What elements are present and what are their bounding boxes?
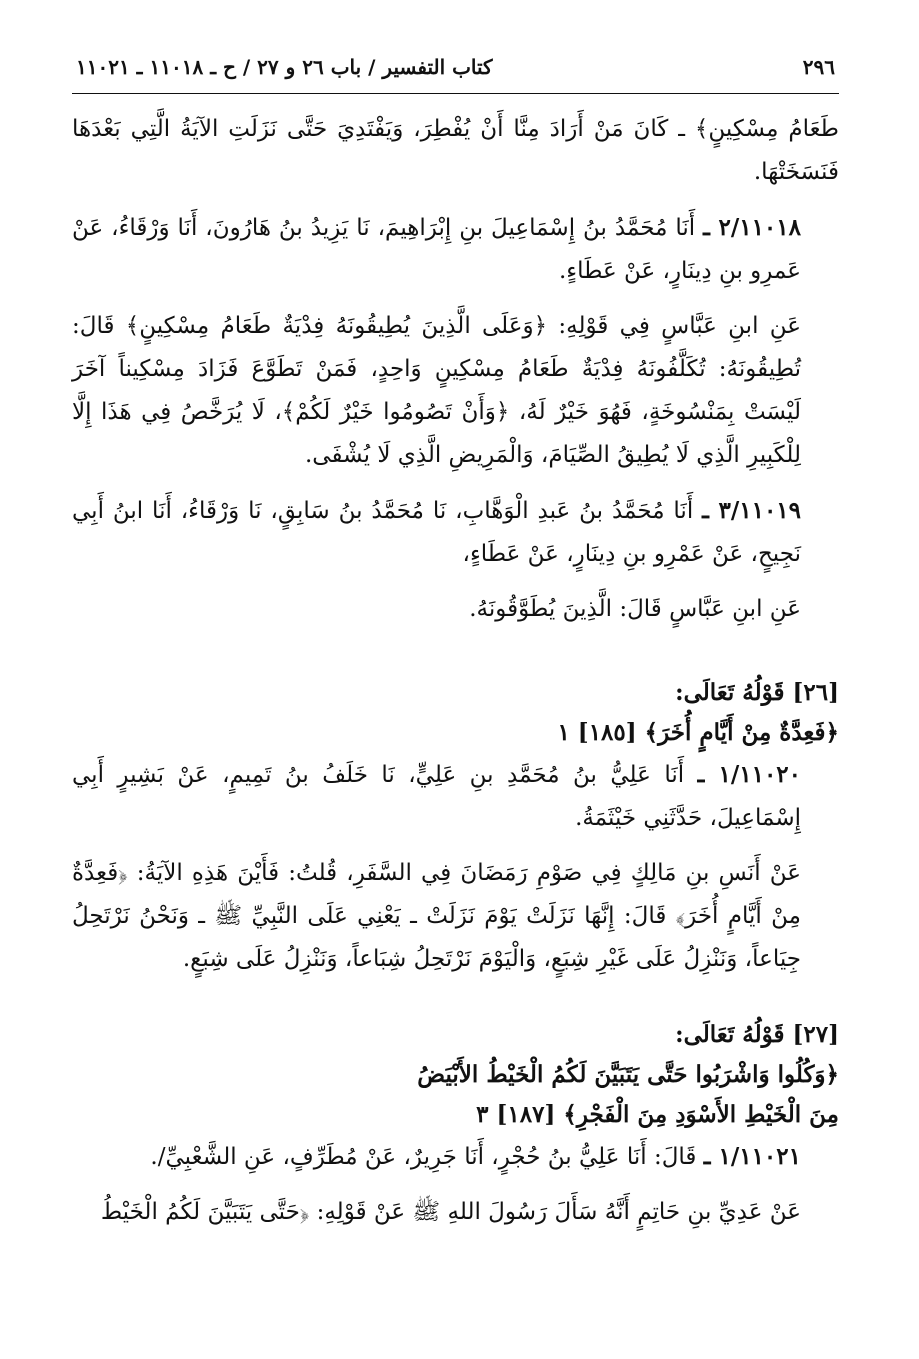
hadith-11018-isnad	[72, 206, 839, 293]
page-body	[72, 94, 839, 1234]
paragraph-continuation: طَعَامُ مِسْكِينٍ﴾ ـ كَانَ مَنْ أَرَادَ مِنَّا أَنْ يُفْطِرَ، وَيَفْتَدِيَ حَتَّى نَزَلَتِ الآيَةُ الَّتِي بَعْدَهَا فَنَسَخَتْهَا.	[72, 116, 839, 185]
hadith-11021-isnad	[72, 1135, 839, 1179]
section-27-verse-line2: مِنَ الْخَيْطِ الأَسْوَدِ مِنَ الْفَجْرِ﴾ [١٨٧] ٣	[476, 1101, 839, 1128]
hadith-number: ٣/١١٠١٩ ـ	[702, 497, 802, 524]
page-header	[72, 55, 839, 94]
hadith-number: ١/١١٠٢٠ ـ	[697, 761, 802, 788]
hadith-11020-matn: عَنْ أَنَسِ بنِ مَالِكٍ فِي صَوْمِ رَمَضَانَ فِي السَّفَرِ، قُلتُ: فَأَيْنَ هَذِهِ الآيَةُ: ﴿فَعِدَّةٌ مِنْ أَيَّامٍ أُخَرَ﴾ قَالَ: إِنَّهَا نَزَلَتْ يَوْمَ نَزَلَتْ ـ يَعْنِي عَلَى النَّبِيِّ ﷺ ـ وَنَحْنُ نَرْتَحِلُ جِيَاعاً، وَنَنْزِلُ عَلَى غَيْرِ شِبَعٍ، وَالْيَوْمَ نَرْتَحِلُ شِبَاعاً، وَنَنْزِلُ عَلَى شِبَعٍ.	[72, 860, 801, 972]
hadith-11019-matn: عَنِ ابنِ عَبَّاسٍ قَالَ: الَّذِينَ يُطَوَّقُونَهُ.	[469, 596, 801, 622]
section-26-verse: ﴿فَعِدَّةٌ مِنْ أَيَّامٍ أُخَرَ﴾ [١٨٥] ١	[557, 719, 839, 746]
section-27-verse-line1: ﴿وَكُلُوا وَاشْرَبُوا حَتَّى يَتَبَيَّنَ لَكُمُ الْخَيْطُ الأَبْيَضُ	[417, 1061, 839, 1088]
hadith-11020-isnad	[72, 753, 839, 840]
page-number: ٢٩٦	[802, 55, 835, 79]
running-title: كتاب التفسير / باب ٢٦ و ٢٧ / ح ـ ١١٠١٨ ـ ١١٠٢١	[76, 55, 493, 79]
isnad-text: أَنَا عَلِيُّ بنُ مُحَمَّدِ بنِ عَلِيٍّ، نَا خَلَفُ بنُ تَمِيمٍ، عَنْ بَشِيرٍ أَبِي إِسْمَاعِيلَ، حَدَّثَنِي خَيْثَمَةُ.	[72, 762, 801, 831]
hadith-number: ٢/١١٠١٨ ـ	[703, 214, 801, 241]
hadith-11018-matn: عَنِ ابنِ عَبَّاسٍ فِي قَوْلِهِ: ﴿وَعَلَى الَّذِينَ يُطِيقُونَهُ فِدْيَةٌ طَعَامُ مِسْكِينٍ﴾ قَالَ: تُطِيقُونَهُ: تُكَلَّفُونَهُ فِدْيَةٌ طَعَامُ مِسْكِينٍ وَاحِدٍ، فَمَنْ تَطَوَّعَ فَزَادَ مِسْكِيناً آخَرَ لَيْسَتْ بِمَنْسُوخَةٍ، فَهُوَ خَيْرٌ لَهُ، ﴿وَأَنْ تَصُومُوا خَيْرٌ لَكُمْ﴾، لَا يُرَخَّصُ فِي هَذَا إِلَّا لِلْكَبِيرِ الَّذِي لَا يُطِيقُ الصِّيَامَ، وَالْمَرِيضِ الَّذِي لَا يُشْفَى.	[72, 313, 801, 468]
hadith-11019-isnad	[72, 489, 839, 576]
isnad-text: أَنَا مُحَمَّدُ بنُ إِسْمَاعِيلَ بنِ إِبْرَاهِيمَ، نَا يَزِيدُ بنُ هَارُونَ، أَنَا وَرْقَاءُ، عَنْ عَمرِو بنِ دِينَارٍ، عَنْ عَطَاءٍ.	[72, 215, 801, 284]
section-27-title: [٢٧] قَوْلُهُ تَعَالَى:	[675, 1021, 839, 1048]
hadith-11021-matn: عَنْ عَدِيِّ بنِ حَاتِمٍ أَنَّهُ سَأَلَ رَسُولَ اللهِ ﷺ عَنْ قَوْلِهِ: ﴿حَتَّى يَتَبَيَّنَ لَكُمُ الْخَيْطُ	[100, 1199, 801, 1225]
section-26-title: [٢٦] قَوْلُهُ تَعَالَى:	[675, 679, 839, 706]
isnad-text: قَالَ: أَنَا عَلِيُّ بنُ حُجْرٍ، أَنَا جَرِيرٌ، عَنْ مُطَرِّفٍ، عَنِ الشَّعْبِيِّ/.	[150, 1144, 697, 1170]
hadith-number: ١/١١٠٢١ ـ	[703, 1143, 801, 1170]
isnad-text: أَنَا مُحَمَّدُ بنُ عَبدِ الْوَهَّابِ، نَا مُحَمَّدُ بنُ سَابِقٍ، نَا وَرْقَاءُ، أَنَا ابنُ أَبِي نَجِيحٍ، عَنْ عَمْرِو بنِ دِينَارٍ، عَنْ عَطَاءٍ،	[72, 498, 801, 567]
